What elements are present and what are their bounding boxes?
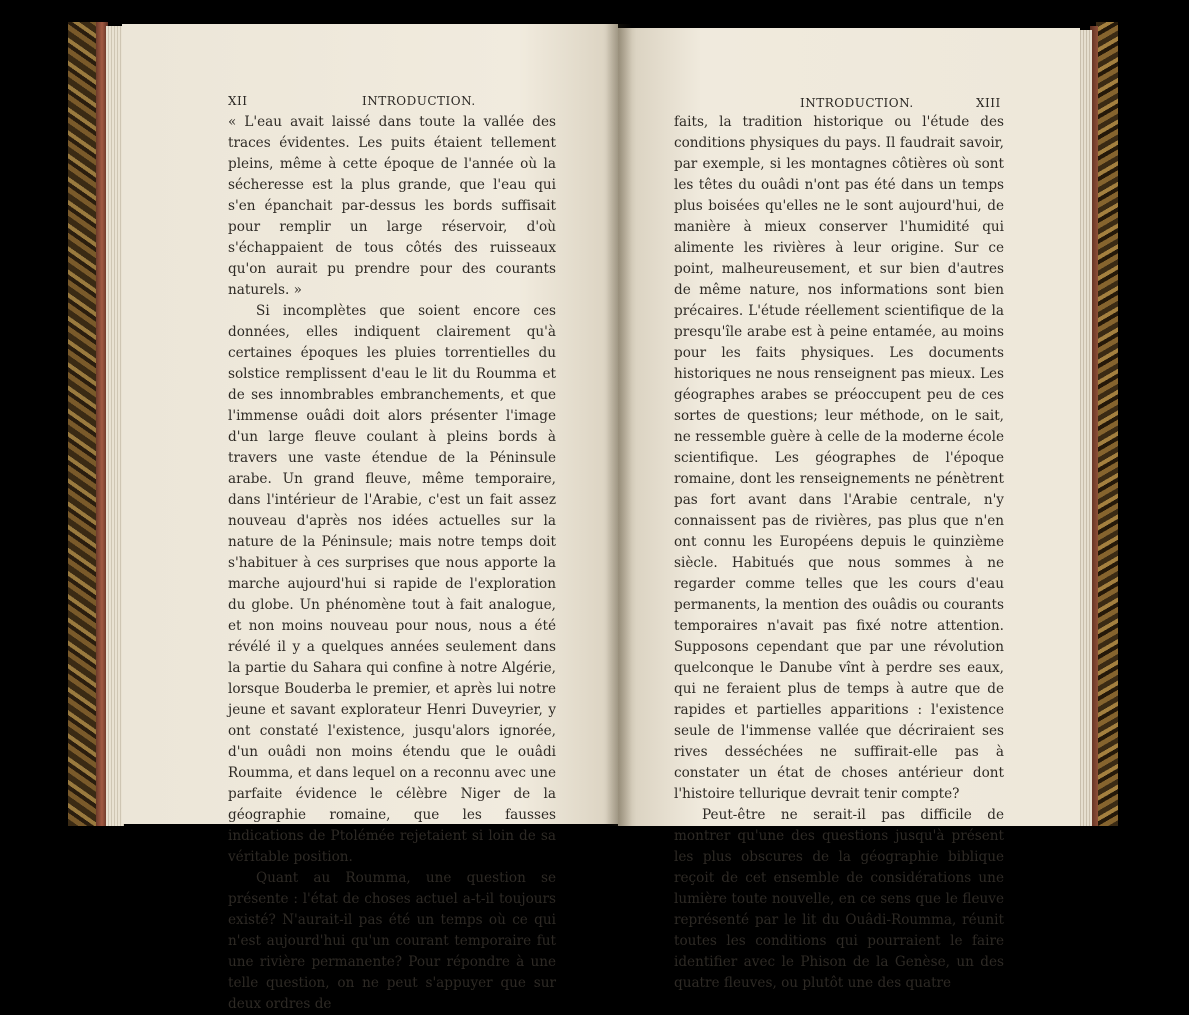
marbled-edge-left [68, 22, 98, 826]
paragraph: Peut-être ne serait-il pas difficile de montrer qu'une des questions jusqu'à présent les plus obscures de la géographie biblique reçoit de cet ensemble de considérations une lumière toute nouvelle, en ce sens que le fleuve représenté par le lit du Ouâdi-Roumma, réunit toutes les conditions qui pourraient le faire identifier avec le Phison de la Genèse, un des quatre fleuves, ou plutôt une des quatre [674, 807, 1004, 991]
left-body-text [228, 112, 556, 1015]
paragraph: « L'eau avait laissé dans toute la vallée des traces évidentes. Les puits étaient tellement pleins, même à cette époque de l'année où la sécheresse est la plus grande, que l'eau qui s'en épanchait par-dessus les bords suffisait pour remplir un large réservoir, d'où s'échappaient de tous côtés des ruisseaux qu'on aurait pu prendre pour des courants naturels. » [228, 114, 556, 298]
marbled-edge-right [1096, 22, 1118, 826]
book-gutter [606, 24, 632, 826]
paragraph: Quant au Roumma, une question se présente : l'état de choses actuel a-t-il toujours existé? N'aurait-il pas été un temps où ce qui n'est aujourd'hui qu'un courant temporaire fut une rivière permanente? Pour répondre à une telle question, on ne peut s'appuyer que sur deux ordres de [228, 870, 556, 1012]
left-page-number: XII [228, 94, 248, 108]
paragraph: faits, la tradition historique ou l'étude des conditions physiques du pays. Il faudrait savoir, par exemple, si les montagnes côtières où sont les têtes du ouâdi n'ont pas été dans un temps plus boisées qu'elles ne le sont aujourd'hui, de manière à mieux conserver l'humidité qui alimente les rivières à leur origine. Sur ce point, malheureusement, et sur bien d'autres de même nature, nos informations sont bien précaires. L'étude réellement scientifique de la presqu'île arabe est à peine entamée, au moins pour les faits physiques. Les documents historiques ne nous renseignent pas mieux. Les géographes arabes se préoccupent peu de ces sortes de questions; leur méthode, on le sait, ne ressemble guère à celle de la moderne école scientifique. Les géographes de l'époque romaine, dont les renseignements ne pénètrent pas fort avant dans l'Arabie centrale, n'y connaissent pas de rivières, pas plus que n'en ont connu les Européens depuis le quinzième siècle. Habitués que nous sommes à ne regarder comme telles que les cours d'eau permanents, la mention des ouâdis ou courants temporaires n'avait pas fixé notre attention. Supposons cependant que par une révolution quelconque le Danube vînt à perdre ses eaux, qui ne feraient plus de temps à autre que de rapides et partielles apparitions : l'existence seule de l'immense vallée que décriraient ses rives desséchées ne suffirait-elle pas à constater un état de choses antérieur dont l'histoire tellurique devrait tenir compte? [674, 114, 1004, 802]
page-edges-right [1078, 30, 1092, 826]
left-page [122, 24, 618, 1012]
right-body-text [674, 112, 1004, 994]
paragraph: Si incomplètes que soient encore ces données, elles indiquent clairement qu'à certaines époques les pluies torrentielles du solstice remplissent d'eau le lit du Roumma et de ses innombrables embranchements, et que l'immense ouâdi doit alors présenter l'image d'un large fleuve coulant à pleins bords à travers une vaste étendue de la Péninsule arabe. Un grand fleuve, même temporaire, dans l'intérieur de l'Arabie, c'est un fait assez nouveau d'après nos idées actuelles sur la nature de la Péninsule; mais notre temps doit s'habituer à ces surprises que nous apporte la marche aujourd'hui si rapide de l'exploration du globe. Un phénomène tout à fait analogue, et non moins nouveau pour nous, nous a été révélé il y a quelques années seulement dans la partie du Sahara qui confine à notre Algérie, lorsque Bouderba le premier, et après lui notre jeune et savant explorateur Henri Duveyrier, y ont constaté l'existence, jusqu'alors ignorée, d'un ouâdi non moins étendu que le ouâdi Roumma, et dans lequel on a reconnu avec une parfaite évidence le célèbre Niger de la géographie romaine, que les fausses indications de Ptolémée rejetaient si loin de sa véritable position. [228, 303, 556, 865]
left-running-head: INTRODUCTION. [362, 94, 476, 108]
right-running-head: INTRODUCTION. [800, 96, 914, 110]
right-page [618, 28, 1080, 991]
right-page-number: XIII [976, 96, 1001, 110]
